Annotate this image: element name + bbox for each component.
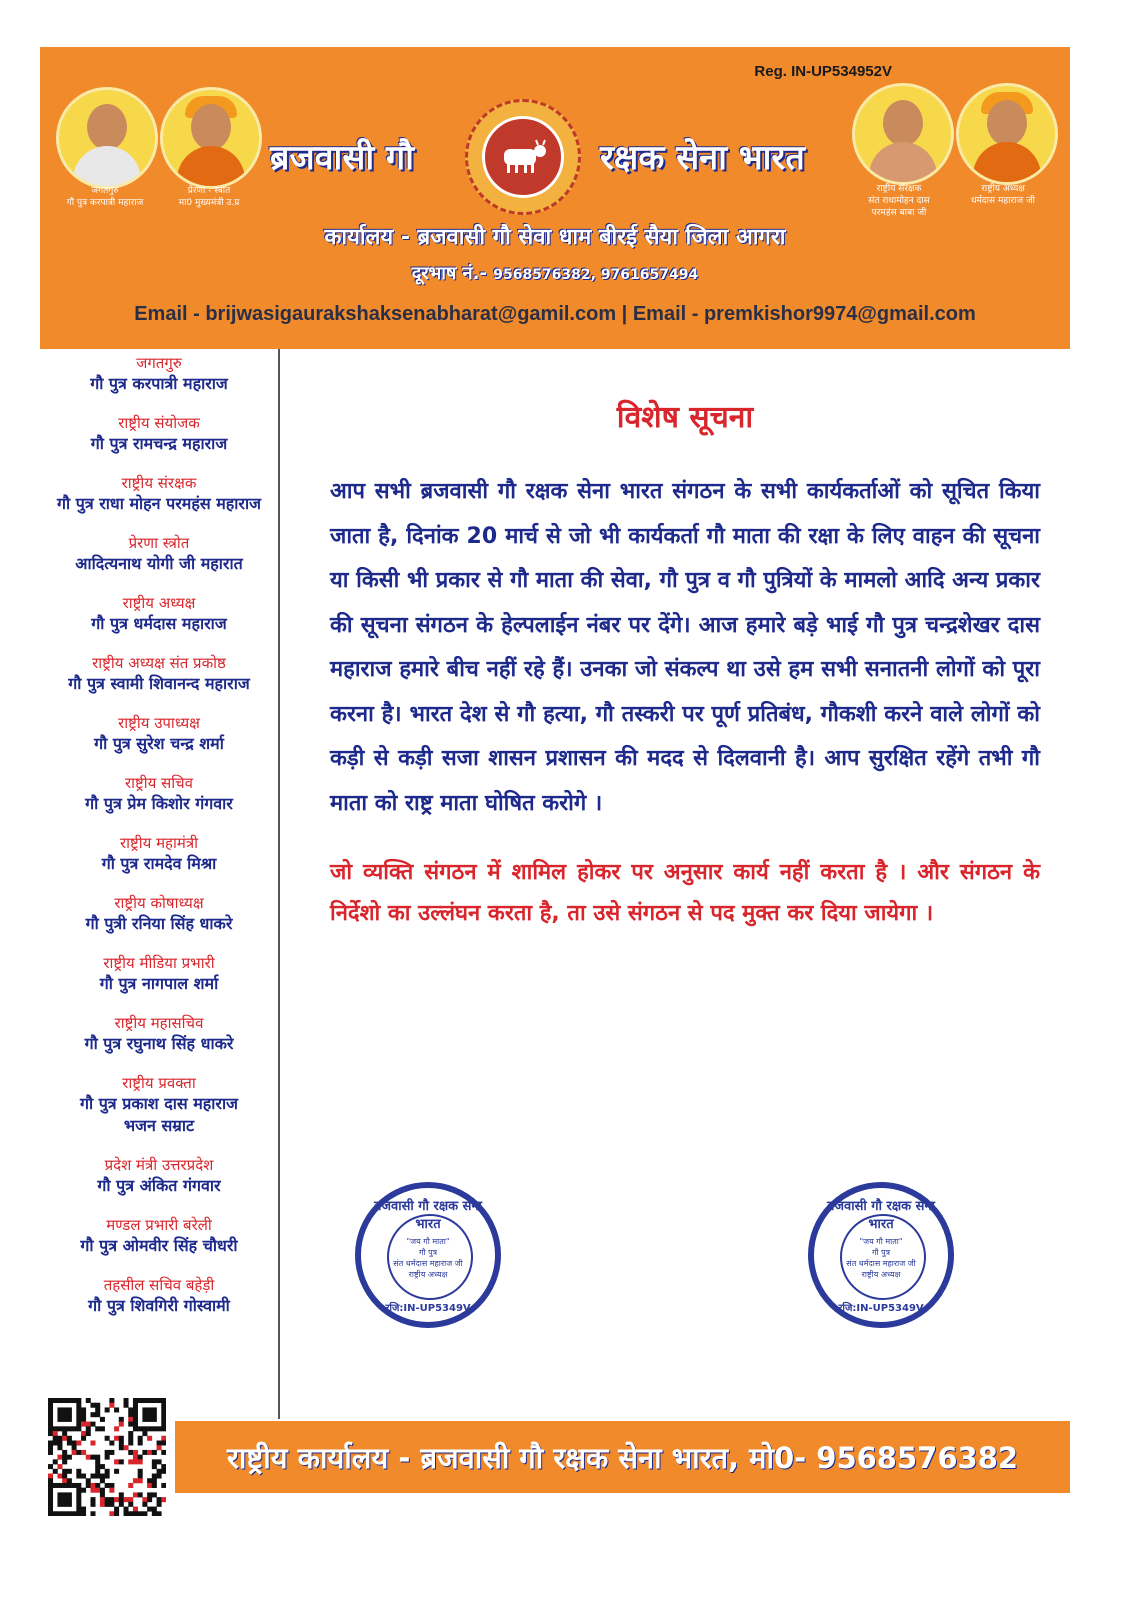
footer-bar (175, 1421, 1070, 1493)
qr-code[interactable] (48, 1398, 166, 1516)
office-bearer-name: गौ पुत्र करपात्री महाराज (90, 374, 228, 393)
office-bearer-name: गौ पुत्र राधा मोहन परमहंस महाराज (57, 494, 261, 513)
office-bearer (40, 593, 278, 635)
office-bearer (40, 413, 278, 455)
office-bearer (40, 653, 278, 695)
office-bearer-name: गौ पुत्र सुरेश चन्द्र शर्मा (94, 734, 224, 753)
cow-icon (496, 137, 550, 177)
office-bearer (40, 353, 278, 395)
office-bearer-name: गौ पुत्र नागपाल शर्मा (99, 974, 219, 993)
office-bearer-title: राष्ट्रीय कोषाध्यक्ष (114, 894, 204, 912)
office-bearer-name: गौ पुत्र प्रकाश दास महाराज (80, 1094, 238, 1113)
notice-warning: जो व्यक्ति संगठन में शामिल होकर पर अनुसार कार्य नहीं करता है । और संगठन के निर्देशो का उल्लंघन करता है, ता उसे संगठन से पद मुक्त कर दिया जायेगा । (330, 860, 1040, 926)
office-bearer-name: गौ पुत्र रामचन्द्र महाराज (90, 434, 228, 453)
brand-name-right: रक्षक सेना भारत (600, 138, 805, 178)
official-seal-left: ब्रजवासी गौ रक्षक सेना भारत "जय गौ माता" गौ पुत्र संत धर्मदास महाराज जी राष्ट्रीय अध्यक्ष रजि:IN-UP5349V (355, 1182, 501, 1328)
office-bearer (40, 713, 278, 755)
office-bearer-title: राष्ट्रीय अध्यक्ष (122, 594, 196, 612)
office-bearer-name: आदित्यनाथ योगी जी महारात (75, 554, 243, 573)
qr-code-icon (48, 1398, 166, 1516)
office-bearer (40, 1215, 278, 1257)
office-bearer-name: गौ पुत्र धर्मदास महाराज (91, 614, 227, 633)
office-bearer (40, 473, 278, 515)
caption-prerna: प्रेरणा - स्त्रोत मा0 मुख्यमंत्री उ.प्र (178, 186, 240, 208)
office-bearer-title: राष्ट्रीय सचिव (124, 774, 194, 792)
office-bearer (40, 533, 278, 575)
office-bearer-title: तहसील सचिव बहेड़ी (103, 1276, 215, 1294)
office-bearer (40, 1275, 278, 1317)
office-bearer-title: राष्ट्रीय प्रवक्ता (122, 1074, 196, 1092)
office-bearer-title: राष्ट्रीय मीडिया प्रभारी (103, 954, 215, 972)
portrait-adhyaksh (956, 83, 1058, 185)
caption-adhyaksh: राष्ट्रीय अध्यक्ष धर्मदास महाराज जी (970, 184, 1036, 206)
notice-title: विशेष सूचना (616, 400, 754, 435)
office-bearer-title: प्रदेश मंत्री उत्तरप्रदेश (104, 1156, 214, 1174)
office-bearer-name: गौ पुत्र शिवगिरी गोस्वामी (88, 1296, 230, 1315)
office-bearer-title: राष्ट्रीय महामंत्री (119, 834, 199, 852)
office-bearer-name: गौ पुत्र प्रेम किशोर गंगवार (85, 794, 233, 813)
office-bearer (40, 1073, 278, 1137)
caption-sanrakshak: राष्ट्रीय संरक्षक संत राधामोहन दास परमहंस बाबा जी (868, 184, 930, 218)
office-bearer-title: राष्ट्रीय महासचिव (114, 1014, 204, 1032)
phone-label: दूरभाष नं.- (411, 263, 494, 284)
portrait-prerna (160, 87, 262, 189)
footer-office-text: राष्ट्रीय कार्यालय - ब्रजवासी गौ रक्षक सेना भारत, मो0- 9568576382 (226, 1440, 1019, 1475)
organisation-logo (465, 99, 581, 215)
notice-section (330, 395, 1040, 934)
brand-name-left: ब्रजवासी गौ (270, 138, 414, 178)
phone-line (40, 261, 1070, 285)
office-bearer-title: राष्ट्रीय अध्यक्ष संत प्रकोष्ठ (92, 654, 226, 672)
notice-body: आप सभी ब्रजवासी गौ रक्षक सेना भारत संगठन के सभी कार्यकर्ताओं को सूचित किया जाता है, दिनांक 20 मार्च से जो भी कार्यकर्ता गौ माता की रक्षा के लिए वाहन की सूचना या किसी भी प्रकार से गौ माता की सेवा, गौ पुत्र व गौ पुत्रियों के मामलो आदि अन्य प्रकार की सूचना संगठन के हेल्पलाईन नंबर पर देंगे। आज हमारे बड़े भाई गौ पुत्र चन्द्रशेखर दास महाराज हमारे बीच नहीं रहे हैं। उनका जो संकल्प था उसे हम सभी सनातनी लोगों को पूरा करना है। भारत देश से गौ हत्या, गौ तस्करी पर पूर्ण प्रतिबंध, गौकशी करने वाले लोगों को कड़ी से कड़ी सजा शासन प्रशासन की मदद से दिलवानी है। आप सुरक्षित रहेंगे तभी गौ माता को राष्ट्र माता घोषित करोगे । (330, 479, 1040, 816)
office-bearer-name: गौ पुत्र रामदेव मिश्रा (101, 854, 217, 873)
office-bearer (40, 773, 278, 815)
office-bearer-name: गौ पुत्र रघुनाथ सिंह धाकरे (84, 1034, 234, 1053)
office-bearer (40, 953, 278, 995)
caption-jagatguru: जगतगुरु गौ पुत्र करपात्री महाराज (66, 186, 144, 208)
office-bearer-name: गौ पुत्र अंकित गंगवार (97, 1176, 221, 1195)
office-bearer-name: गौ पुत्र ओमवीर सिंह चौधरी (80, 1236, 238, 1255)
letterhead-header (40, 47, 1070, 349)
official-seal-right: ब्रजवासी गौ रक्षक सेना भारत "जय गौ माता" गौ पुत्र संत धर्मदास महाराज जी राष्ट्रीय अध्यक्ष रजि:IN-UP5349V (808, 1182, 954, 1328)
office-bearer-name-extra: भजन सम्राट (123, 1116, 195, 1135)
office-bearer-title: राष्ट्रीय उपाध्यक्ष (118, 714, 200, 732)
registration-number: Reg. IN-UP534952V (754, 63, 892, 80)
office-bearer-title: जगतगुरु (136, 354, 182, 372)
office-bearers-sidebar (40, 349, 280, 1419)
email-line: Email - brijwasigaurakshaksenabharat@gamil.com | Email - premkishor9974@gmail.com (134, 303, 976, 325)
office-bearer-name: गौ पुत्र स्वामी शिवानन्द महाराज (68, 674, 250, 693)
office-bearer-title: राष्ट्रीय संरक्षक (121, 474, 197, 492)
office-bearer-title: प्रेरणा स्त्रोत (128, 534, 190, 552)
phone-numbers: 9568576382, 9761657494 (493, 267, 699, 283)
office-address: कार्यालय - ब्रजवासी गौ सेवा धाम बीरई सैया जिला आगरा (324, 225, 786, 250)
office-bearer (40, 893, 278, 935)
office-bearer (40, 1013, 278, 1055)
office-bearer (40, 833, 278, 875)
office-bearer-title: राष्ट्रीय संयोजक (118, 414, 200, 432)
portrait-jagatguru (56, 87, 158, 189)
office-bearer-title: मण्डल प्रभारी बरेली (106, 1216, 212, 1234)
office-bearer (40, 1155, 278, 1197)
office-bearer-name: गौ पुत्री रनिया सिंह धाकरे (85, 914, 233, 933)
portrait-sanrakshak (852, 83, 954, 185)
